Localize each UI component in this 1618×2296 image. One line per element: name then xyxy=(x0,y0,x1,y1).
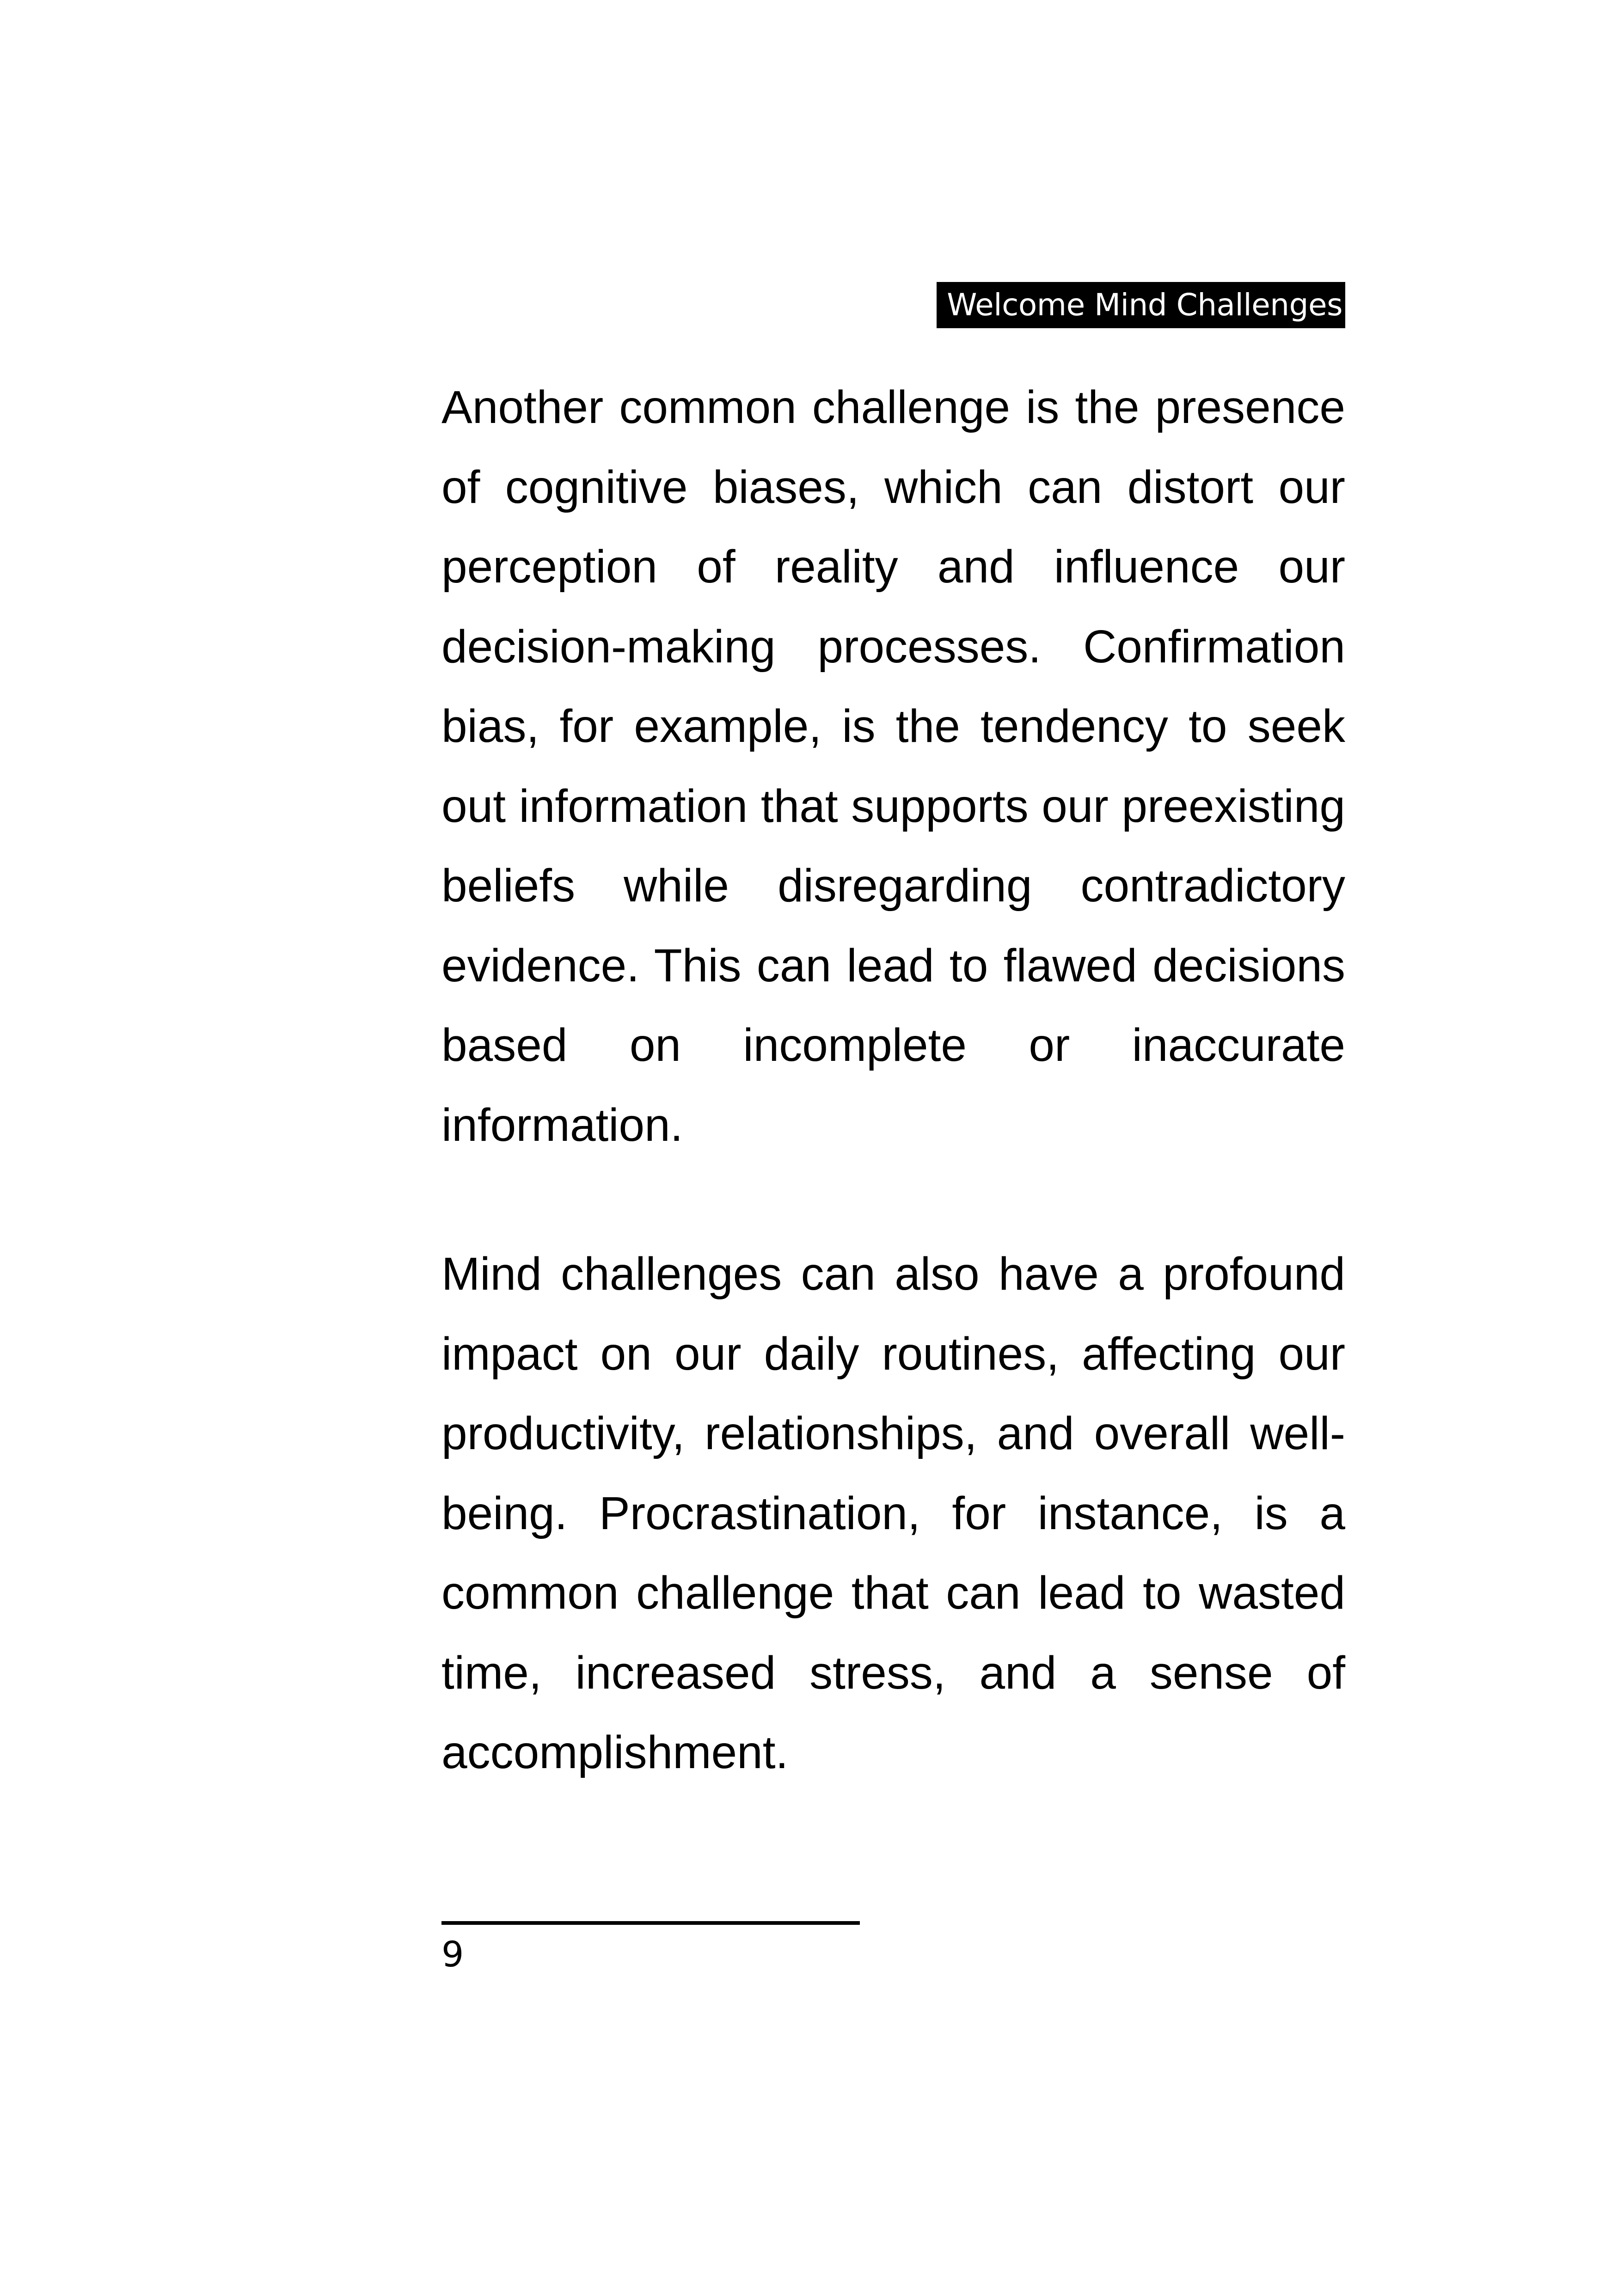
body-paragraph-2: Mind challenges can also have a profound impact on our daily routines, affecting our productivity, relationships, and overall well-being. Procrastination, for instance, is a common challenge that can lead to wasted time, increased stress, and a sense of accomplishment. xyxy=(441,1248,1345,1778)
page-number: 9 xyxy=(441,1934,464,1975)
footnote-separator xyxy=(441,1921,860,1925)
running-header: Welcome Mind Challenges xyxy=(937,282,1345,328)
body-paragraph-1: Another common challenge is the presence of cognitive biases, which can distort our perception of reality and influence our decision-making processes. Confirmation bias, for example, is the tendency to seek out information that supports our preexisting beliefs while disregarding contradictory evidence. This can lead to flawed decisions based on incomplete or inaccurate information. xyxy=(441,381,1345,1151)
page-body xyxy=(441,367,1345,1793)
